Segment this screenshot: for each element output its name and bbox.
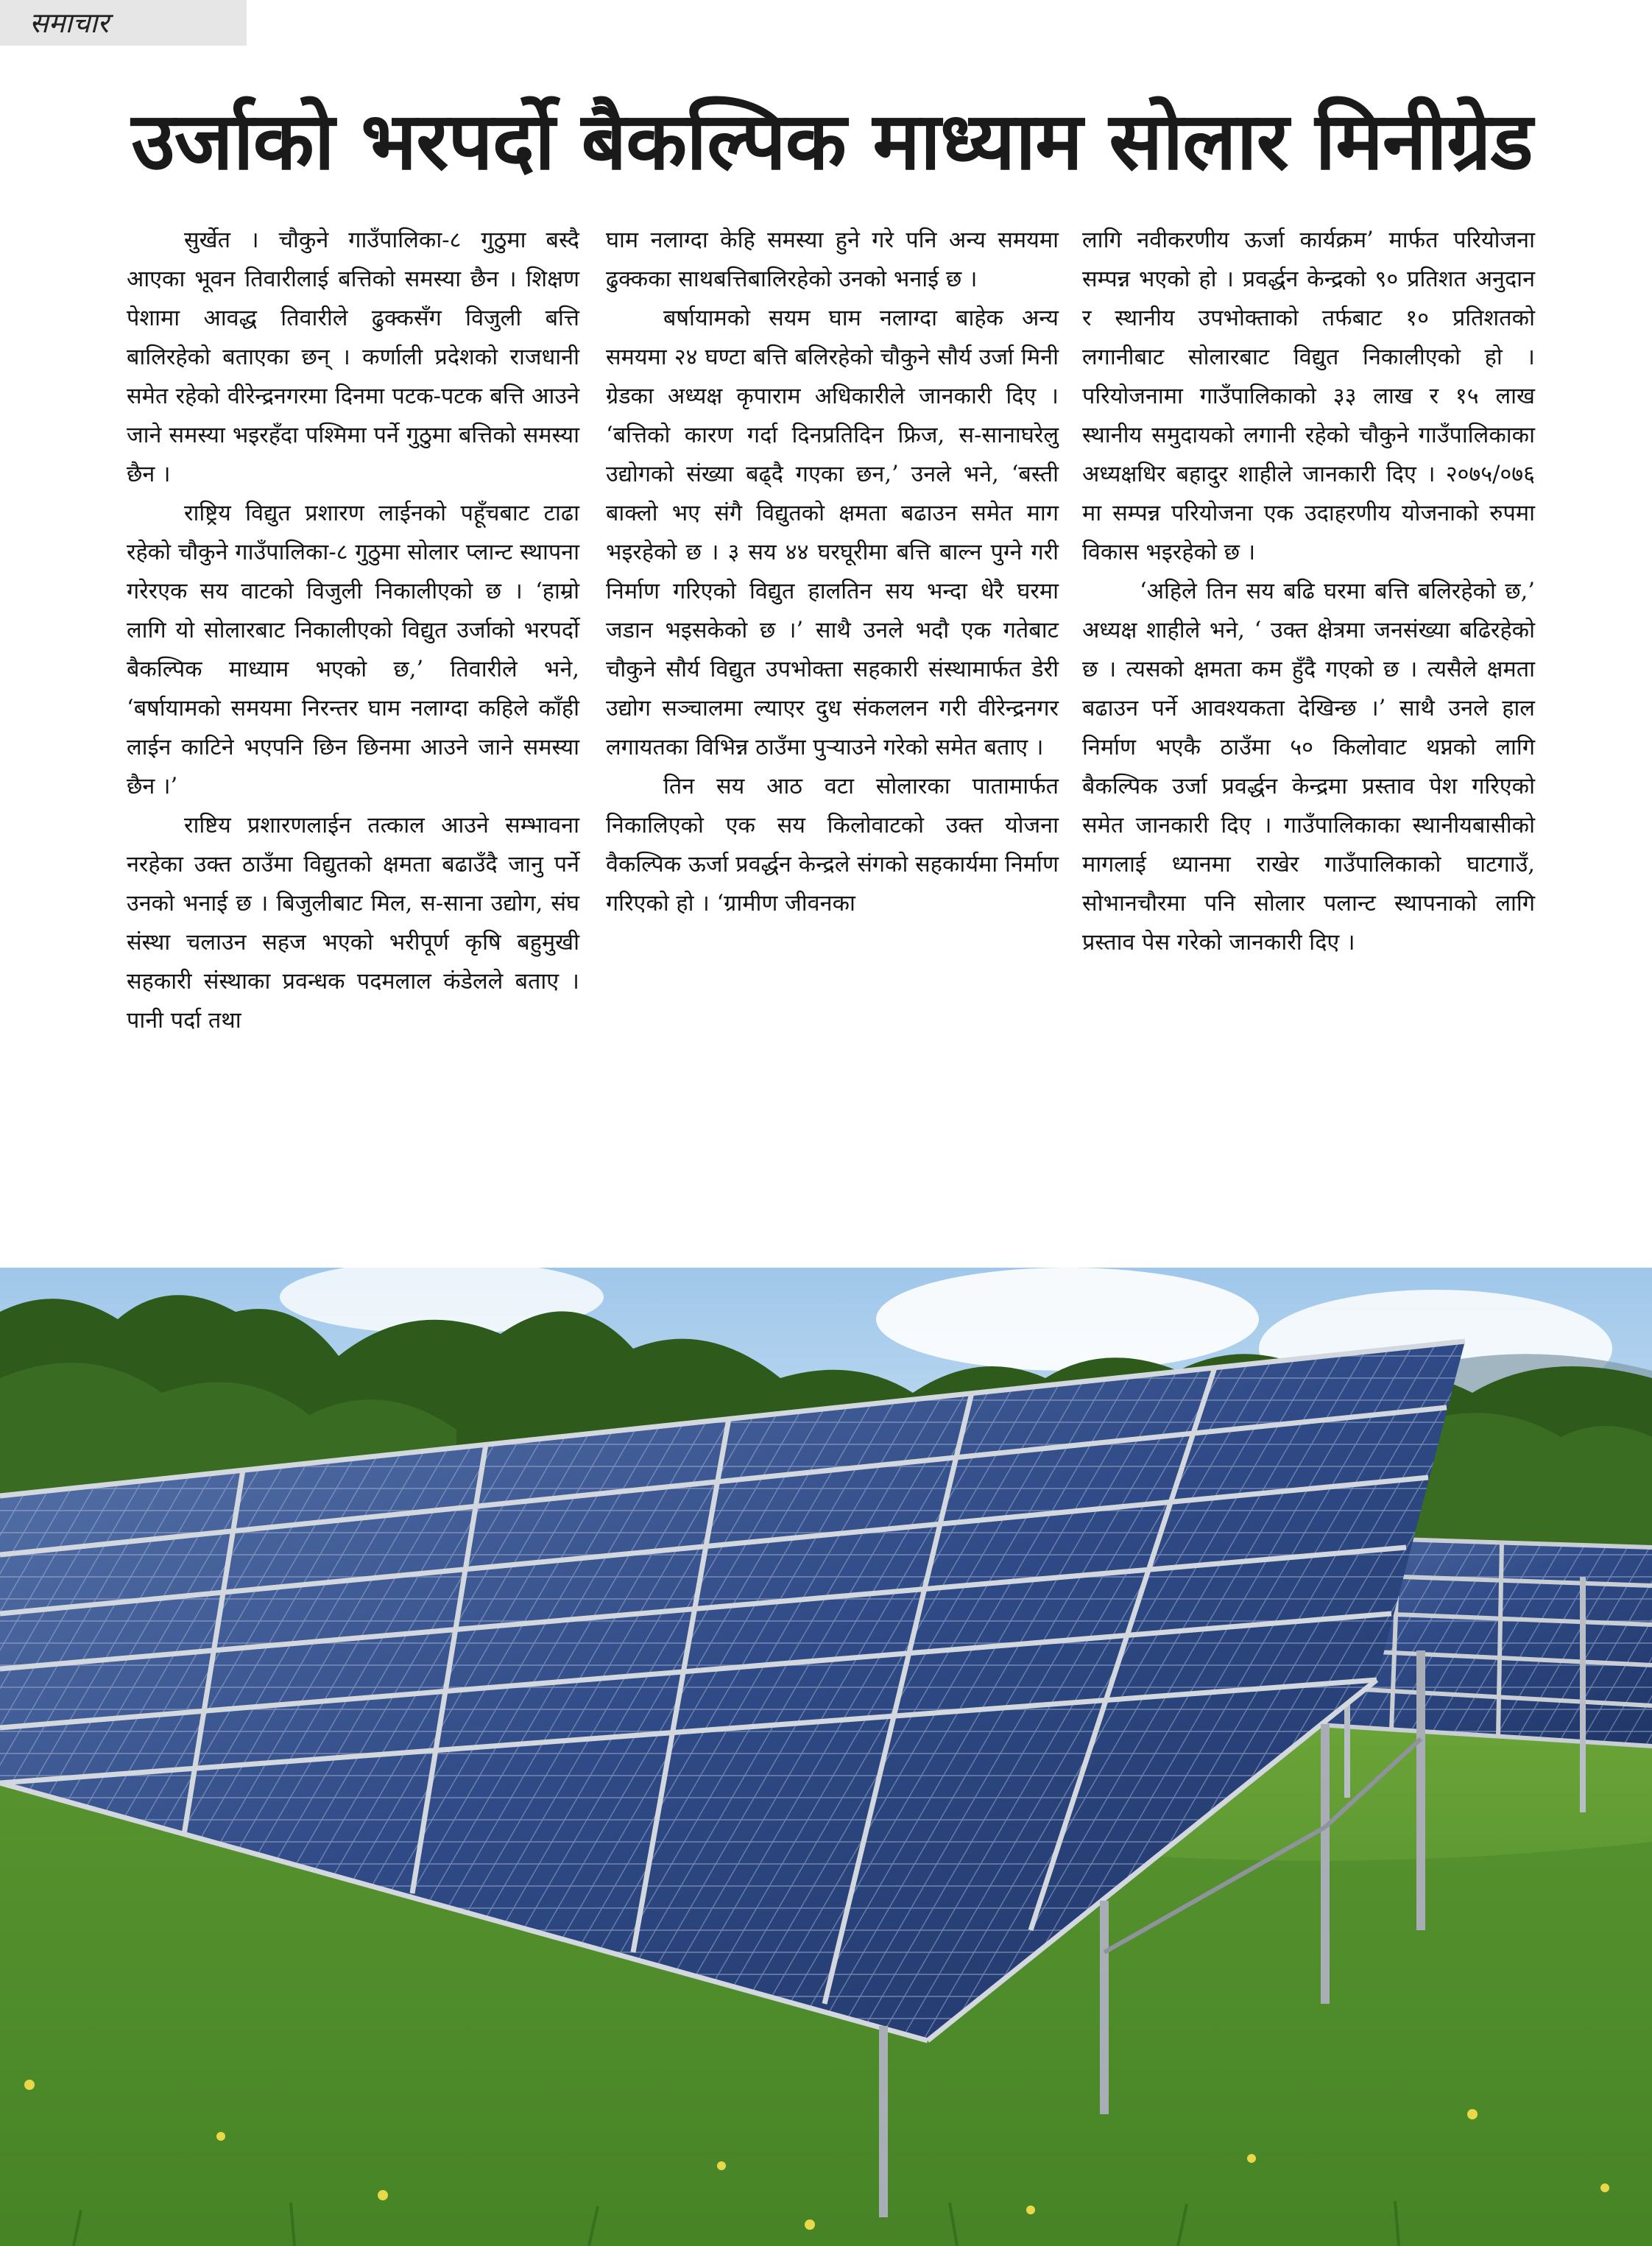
paragraph: राष्टिय प्रशारणलाईन तत्काल आउने सम्भावना नरहेका उक्त ठाउँमा विद्युतको क्षमता बढाउँदै जानु पर्ने उनको भनाई छ । बिजुलीबाट मिल, स-साना उद्योग, संघ संस्था चलाउन सहज भएको भरीपूर्ण कृषि बहुमुखी सहकारी संस्थाका प्रवन्धक पदमलाल कंडेलले बताए । पानी पर्दा तथा (127, 813, 579, 1034)
article-column-2 (606, 221, 1059, 923)
article-column-3 (1082, 221, 1535, 962)
paragraph: तिन सय आठ वटा सोलारका पातामार्फत निकालिएको एक सय किलोवाटको उक्त योजना वैकल्पिक ऊर्जा प्रवर्द्धन केन्द्रले संगको सहकार्यमा निर्माण गरिएको हो । ‘ग्रामीण जीवनका (606, 774, 1059, 917)
paragraph: बर्षायामको सयम घाम नलाग्दा बाहेक अन्य समयमा २४ घण्टा बत्ति बलिरहेको चौकुने सौर्य उर्जा मिनी ग्रेडका अध्यक्ष कृपाराम अधिकारीले जानकारी दिए । ‘बत्तिको कारण गर्दा दिनप्रतिदिन फ्रिज, स-सानाघरेलु उद्योगको संख्या बढ्दै गएका छन,’ उनले भने, ‘बस्ती बाक्लो भए संगै विद्युतको क्षमता बढाउन समेत माग भइरहेको छ । ३ सय ४४ घरघूरीमा बत्ति बाल्न पुग्ने गरी निर्माण गरिएको विद्युत हालतिन सय भन्दा धेरै घरमा जडान भइसकेको छ ।’ साथै उनले भदौ एक गतेबाट चौकुने सौर्य विद्युत उपभोक्ता सहकारी संस्थामार्फत डेरी उद्योग सञ्चालमा ल्याएर दुध संकललन गरी वीरेन्द्रनगर लगायतका विभिन्न ठाउँमा पुर्‍याउने गरेको समेत बताए । (606, 306, 1059, 760)
article-body (0, 221, 1652, 1237)
paragraph: लागि नवीकरणीय ऊर्जा कार्यक्रम’ मार्फत परियोजना सम्पन्न भएको हो । प्रवर्द्धन केन्द्रको ९० प्रतिशत अनुदान र स्थानीय उपभोक्ताको तर्फबाट १० प्रतिशतको लगानीबाट सोलारबाट विद्युत निकालीएको हो । परियोजनामा गाउँपालिकाको ३३ लाख र १५ लाख स्थानीय समुदायको लगानी रहेको चौकुने गाउँपालिकाका अध्यक्षधिर बहादुर शाहीले जानकारी दिए । २०७५/०७६ मा सम्पन्न परियोजना एक उदाहरणीय योजनाको रुपमा विकास भइरहेको छ । (1082, 227, 1535, 565)
section-label: समाचार (0, 0, 247, 46)
paragraph: ‘अहिले तिन सय बढि घरमा बत्ति बलिरहेको छ,’ अध्यक्ष शाहीले भने, ‘ उक्त क्षेत्रमा जनसंख्या बढिरहेको छ । त्यसको क्षमता कम हुँदै गएको छ । त्यसैले क्षमता बढाउन पर्ने आवश्यकता देखिन्छ ।’ साथै उनले हाल निर्माण भएकै ठाउँमा ५० किलोवाट थप्नको लागि बैकल्पिक उर्जा प्रवर्द्धन केन्द्रमा प्रस्ताव पेश गरिएको समेत जानकारी दिए । गाउँपालिकाका स्थानीयबासीको मागलाई ध्यानमा राखेर गाउँपालिकाको घाटगाउँ, सोभानचौरमा पनि सोलार पलान्ट स्थापनाको लागि प्रस्ताव पेस गरेको जानकारी दिए । (1082, 579, 1535, 956)
paragraph: सुर्खेत । चौकुने गाउँपालिका-८ गुठुमा बस्दै आएका भूवन तिवारीलाई बत्तिको समस्या छैन । शिक्षण पेशामा आवद्ध तिवारीले ढुक्कसँग विजुली बत्ति बालिरहेको बताएका छन् । कर्णाली प्रदेशको राजधानी समेत रहेको वीरेन्द्रनगरमा दिनमा पटक-पटक बत्ति आउने जाने समस्या भइरहँदा पश्मिमा पर्ने गुठुमा बत्तिको समस्या छैन । (127, 227, 579, 487)
paragraph: राष्ट्रिय विद्युत प्रशारण लाईनको पहूँचबाट टाढा रहेको चौकुने गाउँपालिका-८ गुठुमा सोलार प्लान्ट स्थापना गरेरएक सय वाटको विजुली निकालीएको छ । ‘हाम्रो लागि यो सोलारबाट निकालीएको विद्युत उर्जाको भरपर्दो बैकल्पिक माध्याम भएको छ,’ तिवारीले भने, ‘बर्षायामको समयमा निरन्तर घाम नलाग्दा कहिले काँही लाईन काटिने भएपनि छिन छिनमा आउने जाने समस्या छैन ।’ (127, 501, 579, 799)
solar-minigrid-photo (0, 1268, 1652, 2246)
headline: उर्जाको भरपर्दो बैकल्पिक माध्याम सोलार मिनीग्रेड (131, 96, 1533, 188)
paragraph: घाम नलाग्दा केहि समस्या हुने गरे पनि अन्य समयमा ढुक्कका साथबत्तिबालिरहेको उनको भनाई छ । (606, 227, 1059, 292)
article-column-1 (127, 221, 579, 1040)
